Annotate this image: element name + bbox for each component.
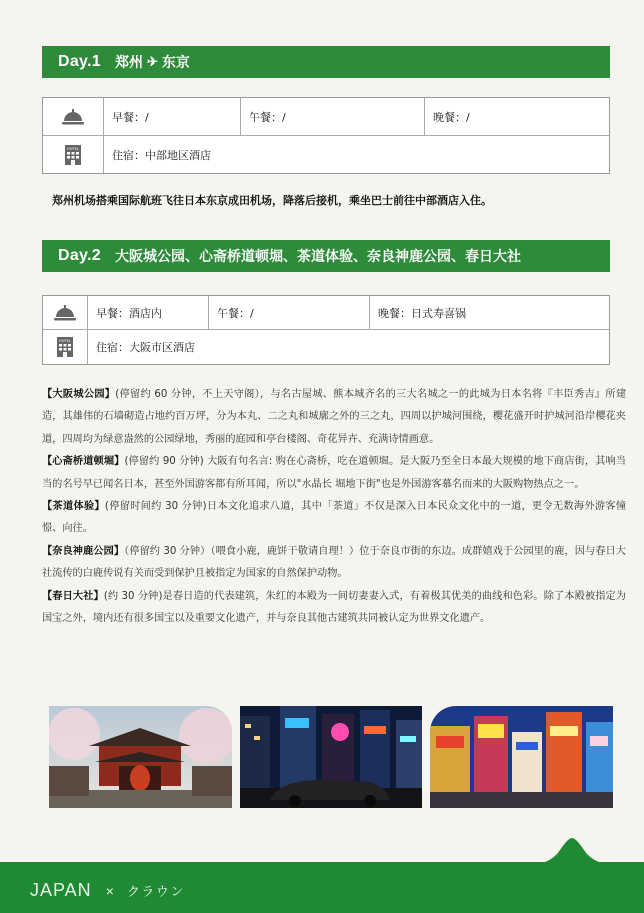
day1-meal-table	[42, 97, 610, 174]
hotel-icon	[43, 136, 104, 173]
attraction-descriptions	[42, 384, 626, 630]
paragraph-title: 【心斋桥道顿堀】	[42, 456, 125, 468]
day2-breakfast: 早餐：酒店内	[88, 296, 209, 329]
day1-lunch: 午餐：/	[241, 98, 425, 135]
paragraph-title: 【茶道体验】	[42, 501, 105, 513]
footer-brand	[30, 880, 185, 901]
hotel-sign-text: HOTEL	[67, 146, 79, 151]
paragraph-title: 【奈良神鹿公园】	[42, 545, 125, 557]
paragraph-osaka-castle	[42, 384, 626, 451]
paragraph-text: (停留约 90 分钟) 大阪有句名言: 购在心斋桥，吃在道顿堀。是大阪乃至全日本最大规模的地下商店街，其响当当的名号早已闻名日本，甚至外国游客都有所耳闻，所以"水晶长 堀地下街"也是外国游客慕名而来的大阪购物热点之一。	[42, 456, 626, 490]
paragraph-shinsaibashi	[42, 451, 626, 496]
day2-meal-row	[43, 296, 609, 330]
temple-gate-photo	[49, 706, 232, 808]
day2-meal-table	[42, 295, 610, 365]
hotel-icon	[43, 330, 88, 364]
day2-lunch: 午餐：/	[209, 296, 370, 329]
hotel-sign-text: HOTEL	[59, 339, 71, 343]
paragraph-nara-deer-park	[42, 541, 626, 586]
paragraph-kasuga-taisha	[42, 586, 626, 631]
cloche-icon	[43, 98, 104, 135]
day1-route-from: 郑州	[115, 54, 144, 70]
paragraph-text: (停留时间约 30 分钟)日本文化追求八道，其中「茶道」不仅是深入日本民众文化中的一道，更令无数海外游客憧憬、向往。	[42, 501, 627, 535]
footer-brand-name: JAPAN	[30, 880, 92, 900]
day1-number: Day.1	[58, 53, 102, 70]
akihabara-photo	[430, 706, 613, 808]
day1-hotel: 住宿：中部地区酒店	[112, 148, 211, 162]
day1-route-to: 东京	[161, 54, 190, 70]
day1-meal-row	[43, 98, 609, 136]
paragraph-title: 【春日大社】	[42, 590, 104, 602]
day1-intro: 郑州机场搭乘国际航班飞往日本东京成田机场，降落后接机，乘坐巴士前往中部酒店入住。	[52, 194, 492, 207]
day1-header	[42, 46, 610, 78]
paragraph-text: （停留约 30 分钟）（喂食小鹿，鹿饼干敬请自理！）位于奈良市街的东边。成群嬉戏于公园里的鹿，因与春日大社流传的白鹿传说有关而受到保护且被指定为国家的自然保护动物。	[42, 545, 626, 580]
paragraph-title: 【大阪城公园】	[42, 389, 116, 400]
day2-hotel: 住宿：大阪市区酒店	[96, 341, 195, 354]
day2-route: 大阪城公园、心斋桥道顿堀、茶道体验、奈良神鹿公园、春日大社	[115, 248, 522, 264]
paragraph-text: (约 30 分钟)是春日造的代表建筑，朱红的本殿为一间切妻妻入式，有着极其优美的曲线和色彩。除了本殿被指定为国宝之外，境内还有很多国宝以及重要文化遗产，并与奈良其他古建筑共同被认定为世界文化遗产。	[42, 590, 626, 625]
footer-kana: クラウン	[126, 884, 185, 899]
cloche-icon	[43, 296, 88, 329]
night-street-photo	[240, 706, 422, 808]
day2-header	[42, 240, 610, 272]
day1-dinner: 晚餐：/	[433, 110, 470, 124]
day1-hotel-row	[43, 136, 609, 173]
paragraph-tea-ceremony	[42, 496, 626, 541]
day1-breakfast: 早餐：/	[104, 98, 241, 135]
day2-hotel-row	[43, 330, 609, 364]
paragraph-text: (停留约 60 分钟，不上天守阁），与名古屋城、熊本城齐名的三大名城之一的此城为日本名将『丰臣秀吉』所建造，其雄伟的石墙砌造占地约百万坪，分为本丸、二之丸和城廓之外的三之丸，四周以护城河围绕，樱花盛开时护城河沿岸樱花夹道，四周均为绿意盎然的公园绿地，秀丽的庭园和亭台楼阁、奇花异卉、充满诗情画意。	[42, 389, 627, 445]
day2-dinner: 晚餐：日式寿喜锅	[378, 306, 466, 320]
day2-number: Day.2	[58, 247, 102, 264]
plane-icon: ✈	[147, 54, 158, 69]
footer-separator: ×	[105, 882, 115, 899]
